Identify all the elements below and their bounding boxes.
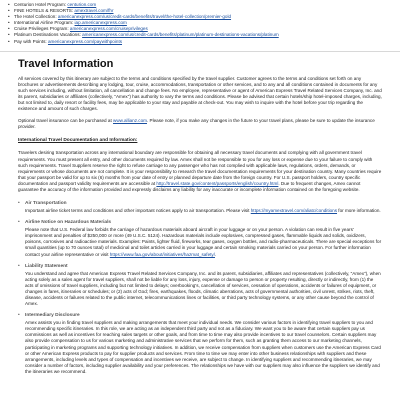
section-body	[22, 208, 382, 214]
program-label: Cruise Privileges Program:	[14, 26, 69, 32]
insurance-text-after: . Please note, if you make any changes in the future to your travel plans, please be sure to update the insurance provider.	[18, 118, 375, 130]
section-body: Amex assists you in finding travel suppliers and making arrangements that meet your individual needs. We consider various factors in identifying travel suppliers to you and recommending specific itineraries. In this role, we are acting as an independent third party and not as a fiduciary. We want you to be aware that certain suppliers pay us commissions as well as incentives for reaching sales targets or other goals, and from time to time may also provide incentives to our travel counselors. Certain suppliers may also provide compensation to us for various marketing and administrative services that we perform for them, such as granting them access to our marketing channels, participating in marketing programs and supporting technology initiatives. In addition, we receive compensation from suppliers when customers use the American Express Card or other American Express products to pay for supplier products and services. From time to time we may enter into other business relationships with suppliers and these arrangements, including levels and types of compensation and incentives we receive, are subject to change. In identifying suppliers and recommending itineraries, we may consider a number of factors, including supplier availability and your preferences. The relationships we have with our suppliers may also influence the suppliers we identify and the itineraries we recommend.	[25, 320, 381, 374]
insurance-paragraph	[18, 118, 382, 130]
intermediary-section	[18, 313, 382, 375]
intro-paragraph: All services covered by this itinerary are subject to the terms and conditions specified by the travel supplier. Customer agrees to the terms and conditions set forth on any brochures or advertisements describing any lodging, tour, cruise, accommodations, transportation or other services, and to any and all conditions contained in documents for any such services including, without limitation, all cancellation and change fees. No employee, representative or agent of American Express Travel Related Services Company, Inc. and its parent, subsidiaries or affiliates (collectively, "Amex") has authority to vary the terms and conditions. Please be advised that certain hotels/ship hotel-imposed charges, including, but not limited to, daily resort or facility fees, may be applicable to your stay and payable at check-out. You may wish to inquire with the hotel before your trip regarding the existence and amount of such charges.	[18, 75, 382, 112]
documentation-paragraph	[18, 150, 382, 193]
program-label: Pay with Points:	[14, 38, 47, 44]
program-links-list	[0, 0, 400, 45]
liability-section	[18, 264, 382, 308]
main-content	[0, 58, 400, 375]
section-text-after: .	[214, 251, 217, 257]
faa-hazmat-link[interactable]: https://www.faa.gov/about/initiatives/hazmat_safety/	[109, 251, 215, 257]
documentation-heading: International Travel Documentation and Information:	[18, 138, 138, 144]
allianz-link[interactable]: www.allianz.com	[113, 118, 147, 124]
platinum-destinations-link[interactable]: americanexpress.com/us/credit-cards/benefits/platinum/platinum-destinations-vacations/platinum	[82, 32, 279, 38]
section-title: • Air Transportation	[22, 201, 382, 206]
insurance-text: Optional travel insurance can be purchased at	[18, 118, 112, 124]
documentation-text-after: . Due to frequent changes, Amex cannot guarantee the accuracy of the information provided and expressly disclaims any liability for any inaccurate or incomplete information contained on the foregoing website.	[18, 180, 361, 192]
hotel-collection-link[interactable]: americanexpress.com/us/credit-cards/benefits/travel/the-hotel-collection/premier-gold	[57, 14, 232, 20]
page-title: Travel Information	[18, 57, 114, 70]
section-title: • Liability Statement	[22, 264, 382, 269]
airline-conditions-link[interactable]: https://myamextravel.com/aliatc/conditions	[250, 208, 338, 214]
program-label: FINE HOTELS & RESORTS:	[14, 8, 74, 14]
hazardous-materials-section	[18, 220, 382, 257]
air-transportation-section	[18, 201, 382, 214]
cruise-privileges-link[interactable]: americanexpress.com/cruiseprivileges	[69, 26, 148, 32]
terms-sections	[18, 201, 382, 375]
fhr-link[interactable]: amextravel.com/fhr	[74, 8, 114, 14]
section-text-after: for more information.	[337, 208, 381, 214]
state-gov-link[interactable]: http://travel.state.gov/content/passports/english/country.html	[156, 180, 279, 186]
program-label: The Hotel Collection:	[14, 14, 57, 20]
program-label: Platinum Destinations Vacations:	[14, 32, 81, 38]
section-body: You understand and agree that American Express Travel Related Services Company, Inc. and its parent, subsidiaries, affiliates and representatives (collectively, "Amex"), when acting solely as a sales agent for travel suppliers, shall not be liable for any loss, injury, expense or damage to person or property resulting, directly or indirectly, from (1) the acts of omissions of travel suppliers, including but not limited to delays; overbooking's, cancellation of services, cessation of operations, accidents or failures of equipment, or changes in fares, itineraries or schedules; or (2) acts of God; fires, earthquakes, floods, climatic aberrations, acts of governmental authorities, civil unrest, strikes, riots, theft, disease, accidents or failures related to the public internet, telecommunications lines or facilities, or third party technology systems, or any other cause beyond the control of Amex.	[25, 270, 381, 307]
airline-program-link[interactable]: iap.americanexpress.com	[74, 20, 127, 26]
program-label: Centurion Hotel Program:	[14, 2, 67, 7]
section-body	[22, 227, 382, 257]
pay-with-points-link[interactable]: americanexpress.com/paywithpoints	[47, 38, 123, 44]
divider	[0, 51, 400, 52]
section-text: Please note that U.S. Federal law forbids the carriage of hazardous materials aboard aircraft in your luggage or on your person. A violation can result in five years' imprisonment and penalties of $250,000 or more (49 U.S.C. 5124). Hazardous materials include explosives, compressed gases, flammable liquids and solids, oxidizers, poisons, corrosives and radioactive materials. Examples: Paints, lighter fluid, fireworks, tear gases, oxygen bottles, and radio-pharmaceuticals. There are special exceptions for small quantities (up to 70 ounces total) of medicinal and toilet articles carried in your luggage and certain smoking materials carried on your person. For further information contact your airline representative or visit	[25, 227, 382, 257]
list-item	[14, 39, 400, 45]
section-text: Important airline ticket terms and conditions and other important notices apply to air transportation. Please visit	[25, 208, 250, 214]
centurion-link[interactable]: centurion.com	[67, 2, 97, 7]
section-title: • Airline Notice on Hazardous Materials	[22, 220, 382, 225]
documentation-text: Travelers desiring transportation across any international boundary are responsible for obtaining all necessary travel documents and complying with all government travel requirements. You must present all entry, and other documents required by law. Amex shall not be responsible to you for any loss or expense due to your failure to comply with such requirements. Travel Suppliers reserve the right to refuse carriage to any passenger who has not complied with applicable laws, regulations, orders, demands, or requirements or whose documents are not complete. It is your responsibility to research the travel documentation requirements for your destination country. Many countries require that your passport be valid for up to six (6) months from your date of entry or planned departure date from the foreign country. For U.S. passport holders, country specific documentation and passport validity requirements are accessible at	[18, 150, 382, 186]
program-label: International Airline Program:	[14, 20, 74, 26]
section-title: • Intermediary Disclosure	[22, 313, 382, 318]
